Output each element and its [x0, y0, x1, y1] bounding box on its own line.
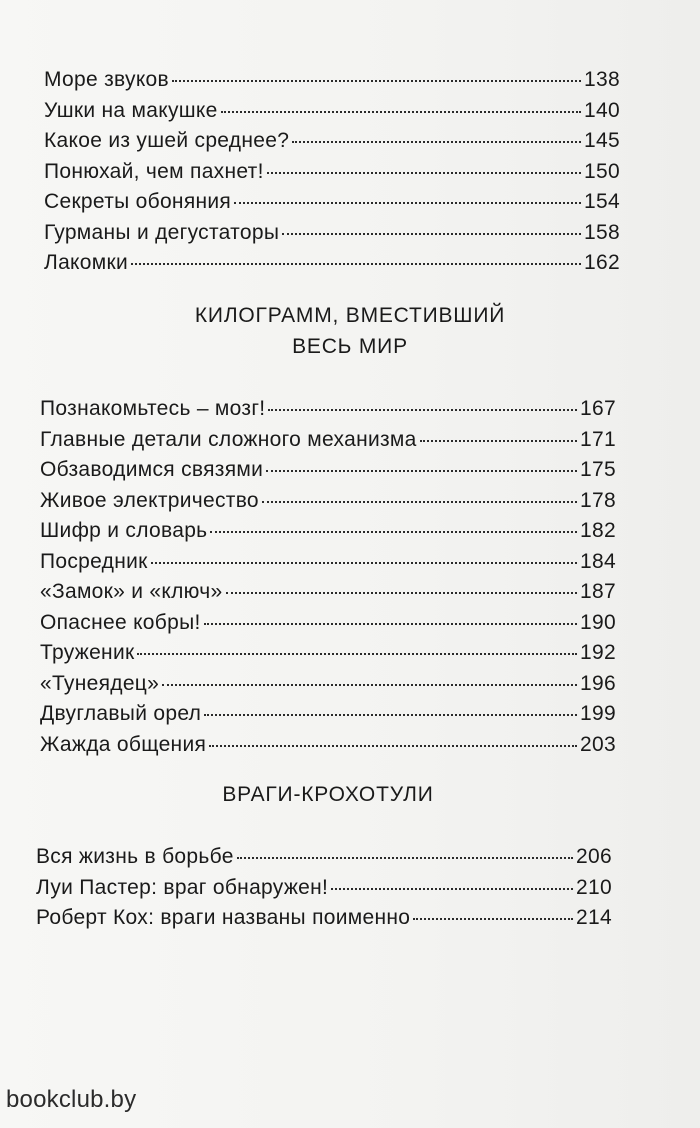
watermark: bookclub.by: [6, 1086, 137, 1113]
entry-title: Луи Пастер: враг обнаружен!: [36, 875, 329, 899]
entry-title: Ушки на макушке: [44, 98, 218, 122]
leader-dots: [292, 140, 581, 143]
entry-title: «Замок» и «ключ»: [40, 580, 223, 603]
entry-page: 182: [580, 519, 616, 542]
toc-entry: [40, 547, 616, 578]
leader-dots: [172, 79, 581, 82]
leader-dots: [268, 408, 577, 411]
entry-page: 192: [580, 641, 616, 664]
leader-dots: [262, 500, 577, 503]
entry-title: Вся жизнь в борьбе: [36, 845, 234, 868]
entry-page: 210: [576, 875, 612, 899]
leader-dots: [234, 201, 581, 204]
section-heading-line: КИЛОГРАММ, ВМЕСТИВШИЙ: [194, 304, 506, 327]
entry-title: Какое из ушей среднее?: [44, 129, 290, 152]
entry-title: Гурманы и дегустаторы: [44, 220, 280, 244]
entry-page: 138: [584, 68, 620, 91]
toc-entry: [44, 157, 620, 188]
leader-dots: [204, 713, 577, 716]
toc-section-3: [36, 842, 612, 934]
leader-dots: [137, 652, 577, 655]
entry-page: 206: [576, 845, 612, 868]
toc-entry: [36, 873, 612, 904]
toc-entry: [44, 96, 620, 127]
entry-page: 196: [580, 671, 616, 695]
entry-title: Лакомки: [44, 251, 129, 274]
toc-section-2: [40, 394, 616, 760]
toc-entry: [40, 577, 616, 608]
toc-entry: [36, 842, 612, 873]
entry-page: 190: [580, 610, 616, 634]
leader-dots: [221, 110, 581, 113]
section-heading-line: ВЕСЬ МИР: [292, 335, 408, 358]
toc-entry: [44, 187, 620, 218]
toc-entry: [40, 486, 616, 517]
leader-dots: [209, 744, 577, 747]
entry-title: Жажда общения: [40, 732, 207, 756]
entry-page: 178: [580, 488, 616, 512]
entry-title: Обзаводимся связями: [40, 458, 264, 481]
leader-dots: [331, 887, 573, 890]
toc-entry: [40, 699, 616, 730]
toc-entry: [40, 516, 616, 547]
entry-title: Двуглавый орел: [40, 702, 202, 725]
entry-title: «Тунеядец»: [40, 671, 160, 695]
entry-title: Море звуков: [44, 68, 169, 91]
toc-entry: [36, 903, 612, 934]
leader-dots: [131, 262, 581, 265]
leader-dots: [237, 856, 573, 859]
leader-dots: [420, 439, 577, 442]
entry-title: Живое электричество: [40, 488, 259, 512]
toc-entry: [40, 455, 616, 486]
leader-dots: [266, 469, 577, 472]
entry-title: Опаснее кобры!: [40, 610, 201, 634]
entry-page: 158: [584, 220, 620, 244]
entry-page: 167: [580, 397, 616, 420]
leader-dots: [162, 683, 577, 686]
entry-page: 150: [584, 159, 620, 183]
toc-entry: [44, 248, 620, 279]
entry-page: 199: [580, 702, 616, 725]
toc-entry: [44, 218, 620, 249]
entry-page: 154: [584, 190, 620, 213]
leader-dots: [151, 561, 577, 564]
entry-title: Посредник: [40, 549, 148, 573]
entry-page: 203: [580, 732, 616, 756]
entry-page: 140: [584, 98, 620, 122]
entry-page: 187: [580, 580, 616, 603]
entry-page: 162: [584, 251, 620, 274]
toc-section-1: [44, 65, 620, 279]
toc-entry: [40, 638, 616, 669]
toc-entry: [40, 608, 616, 639]
leader-dots: [226, 591, 578, 594]
entry-title: Понюхай, чем пахнет!: [44, 159, 264, 183]
toc-entry: [40, 730, 616, 761]
leader-dots: [210, 530, 577, 533]
entry-title: Роберт Кох: враги названы поименно: [36, 906, 411, 929]
toc-entry: [44, 126, 620, 157]
entry-title: Главные детали сложного механизма: [40, 427, 417, 451]
toc-entry: [40, 669, 616, 700]
leader-dots: [267, 171, 581, 174]
entry-title: Секреты обоняния: [44, 190, 232, 213]
entry-page: 175: [580, 458, 616, 481]
leader-dots: [204, 622, 577, 625]
entry-page: 171: [580, 427, 616, 451]
entry-page: 214: [576, 906, 612, 929]
section-heading-line: ВРАГИ-КРОХОТУЛИ: [222, 783, 434, 806]
toc-entry: [40, 394, 616, 425]
entry-title: Шифр и словарь: [40, 519, 208, 542]
leader-dots: [282, 232, 581, 235]
leader-dots: [413, 917, 573, 920]
entry-title: Труженик: [40, 641, 135, 664]
toc-entry: [40, 425, 616, 456]
entry-title: Познакомьтесь – мозг!: [40, 397, 266, 420]
entry-page: 184: [580, 549, 616, 573]
toc-entry: [44, 65, 620, 96]
entry-page: 145: [584, 129, 620, 152]
